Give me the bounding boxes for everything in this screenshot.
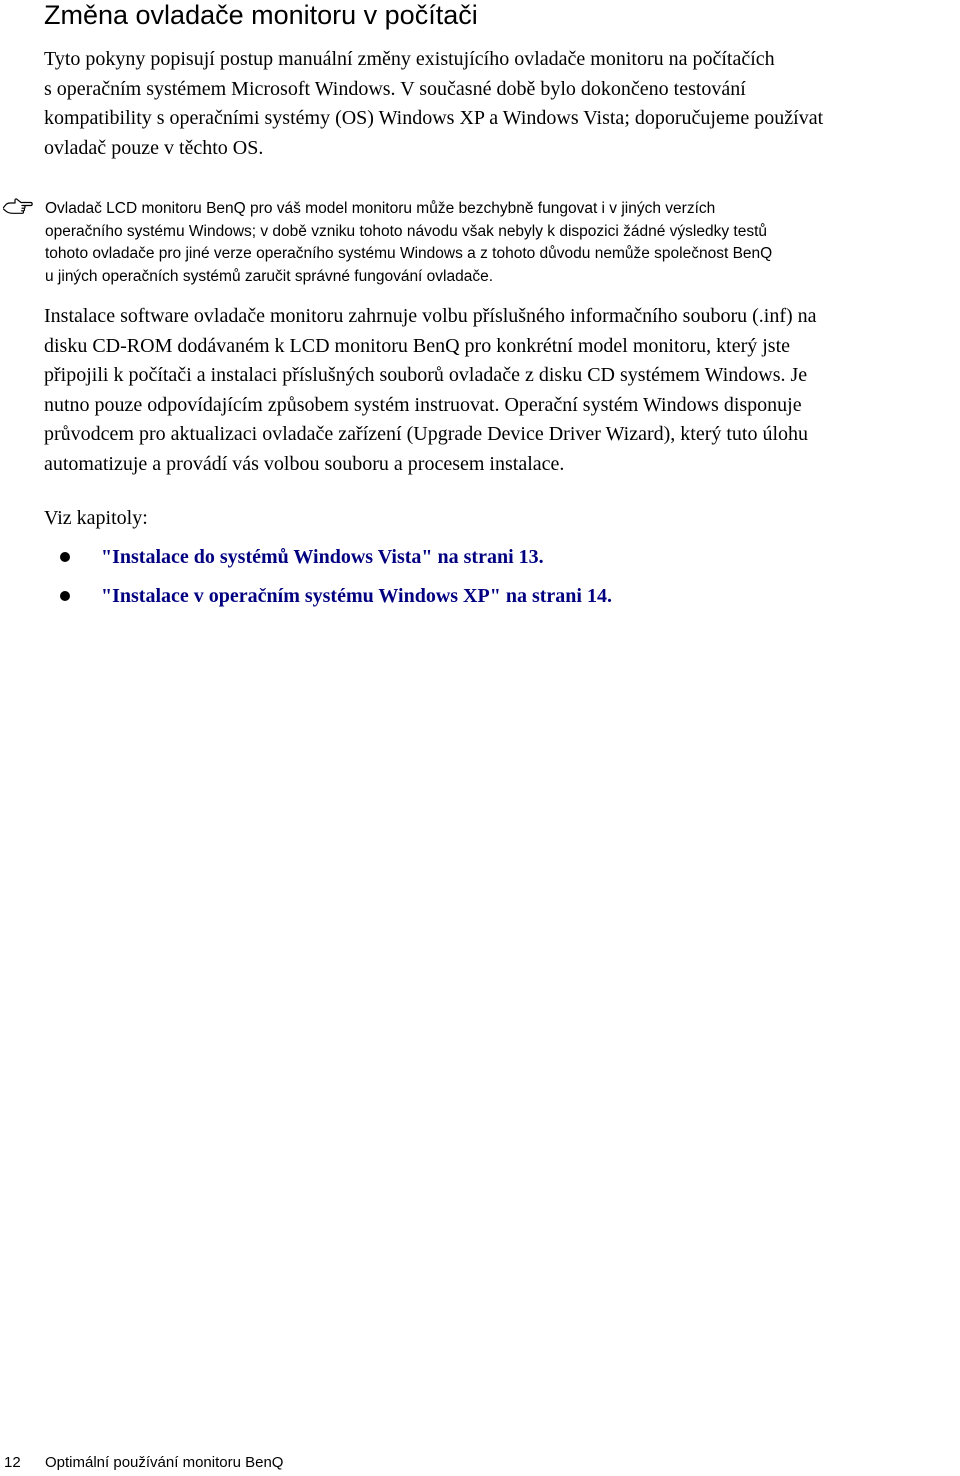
body-line: Instalace software ovladače monitoru zahrnuje volbu příslušného informačního souboru (.inf) na: [44, 305, 817, 327]
intro-line: Tyto pokyny popisují postup manuální změny existujícího ovladače monitoru na počítačích: [44, 48, 775, 70]
see-also-label: Viz kapitoly:: [44, 507, 148, 529]
page-title: Změna ovladače monitoru v počítači: [44, 0, 478, 30]
page-number: 12: [4, 1454, 21, 1471]
body-line: průvodcem pro aktualizaci ovladače zařízení (Upgrade Device Driver Wizard), který tuto úlohu: [44, 423, 809, 445]
intro-line: s operačním systémem Microsoft Windows. V současné době bylo dokončeno testování: [44, 77, 746, 100]
intro-paragraph: [44, 45, 956, 163]
note-line: tohoto ovladače pro jiné verze operačního systému Windows a z tohoto důvodu nemůže společnost BenQ: [45, 245, 773, 262]
intro-line: ovladač pouze v těchto OS.: [44, 136, 264, 159]
note-text: [45, 198, 957, 288]
page-footer: [0, 1452, 960, 1474]
intro-line: kompatibility s operačními systémy (OS) Windows XP a Windows Vista; doporučujeme používat: [44, 107, 824, 129]
body-line: nutno pouze odpovídajícím způsobem systém instruovat. Operační systém Windows disponuje: [44, 393, 802, 416]
list-item: [0, 542, 960, 572]
bullet-icon: [60, 552, 70, 562]
link-install-windows-xp[interactable]: "Instalace v operačním systému Windows XP" na strani 14.: [101, 585, 612, 607]
footer-title: Optimální používání monitoru BenQ: [45, 1454, 284, 1471]
bullet-icon: [60, 591, 70, 601]
body-line: automatizuje a provádí vás volbou souboru a procesem instalace.: [44, 452, 565, 475]
list-item: [0, 581, 960, 611]
body-line: disku CD-ROM dodávaném k LCD monitoru BenQ pro konkrétní model monitoru, který jste: [44, 334, 791, 357]
note-line: operačního systému Windows; v době vzniku tohoto návodu však nebyly k dispozici žádné výsledky testů: [45, 222, 767, 240]
body-paragraph: [44, 302, 956, 479]
link-install-windows-vista[interactable]: "Instalace do systémů Windows Vista" na strani 13.: [101, 546, 544, 568]
note-line: u jiných operačních systémů zaručit správné fungování ovladače.: [45, 267, 494, 285]
body-line: připojili k počítači a instalaci příslušných souborů ovladače z disku CD systémem Windows. Je: [44, 364, 808, 386]
note-line: Ovladač LCD monitoru BenQ pro váš model monitoru může bezchybně fungovat i v jiných verzích: [45, 200, 716, 217]
pointing-hand-icon: [2, 198, 34, 218]
